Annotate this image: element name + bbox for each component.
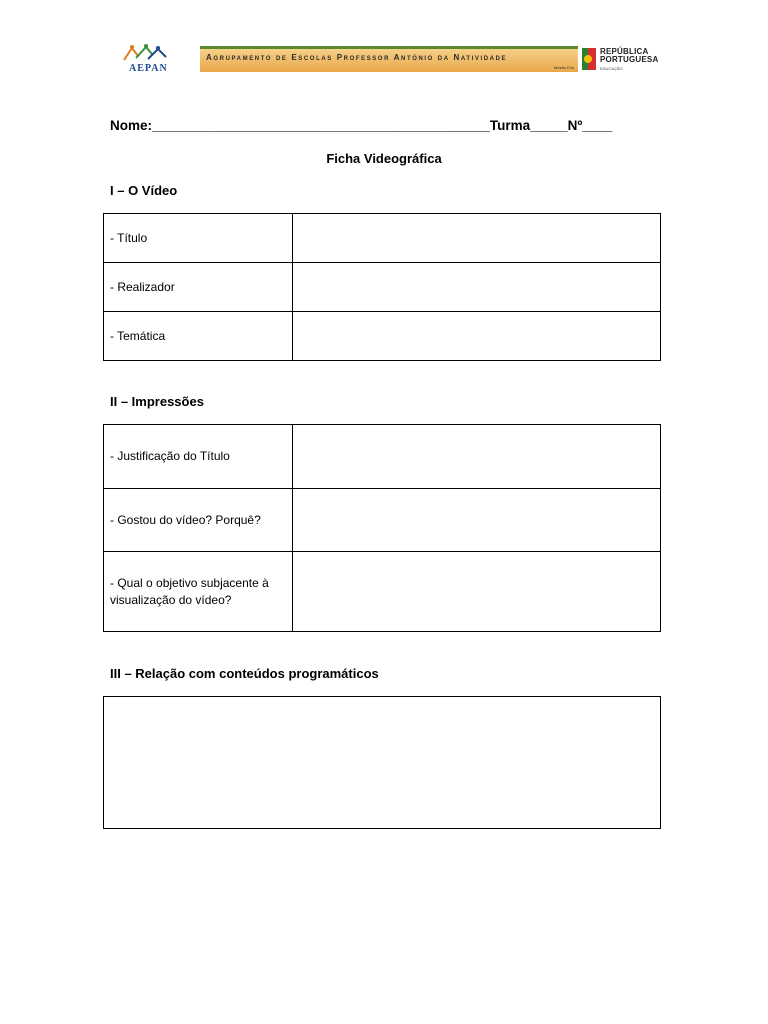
section-3-heading: III – Relação com conteúdos programáticos — [110, 666, 379, 681]
row-label-objetivo: - Qual o objetivo subjacente à visualização do vídeo? — [104, 552, 293, 632]
answer-cell-objetivo[interactable] — [293, 552, 661, 632]
row-label-justificacao: - Justificação do Título — [104, 425, 293, 489]
aepan-logo — [118, 44, 192, 74]
row-label-tematica: - Temática — [104, 312, 293, 361]
table-row — [104, 489, 661, 552]
school-name-bar — [200, 46, 578, 72]
republica-portuguesa-logo — [582, 46, 658, 74]
school-subtext: Mesão Frio — [553, 65, 574, 70]
portuguesa-text: PORTUGUESA — [600, 55, 659, 64]
school-bar-stripe — [200, 46, 578, 49]
portuguese-flag-icon — [582, 48, 596, 70]
impressions-table — [103, 424, 661, 632]
answer-cell-titulo[interactable] — [293, 214, 661, 263]
table-row — [104, 425, 661, 489]
conteudos-answer-box[interactable] — [103, 696, 661, 829]
educacao-text: EDUCAÇÃO — [600, 66, 623, 71]
table-row — [104, 214, 661, 263]
video-info-table — [103, 213, 661, 361]
header-banner — [108, 44, 659, 74]
table-row — [104, 263, 661, 312]
section-1-heading: I – O Vídeo — [110, 183, 178, 198]
answer-cell-realizador[interactable] — [293, 263, 661, 312]
row-label-titulo: - Título — [104, 214, 293, 263]
answer-cell-gostou[interactable] — [293, 489, 661, 552]
answer-cell-justificacao[interactable] — [293, 425, 661, 489]
row-label-gostou: - Gostou do vídeo? Porquê? — [104, 489, 293, 552]
school-name: Agrupamento de Escolas Professor António da Natividade — [206, 53, 508, 62]
aepan-figures-icon — [118, 44, 192, 64]
table-row — [104, 312, 661, 361]
republica-text: REPÚBLICA — [600, 47, 649, 56]
table-row — [104, 552, 661, 632]
aepan-logo-text: AEPAN — [129, 63, 168, 74]
answer-cell-tematica[interactable] — [293, 312, 661, 361]
form-title: Ficha Videográfica — [326, 151, 442, 166]
row-label-realizador: - Realizador — [104, 263, 293, 312]
student-info-line[interactable]: Nome:_____________________________________________Turma_____Nº____ — [110, 118, 613, 133]
section-2-heading: II – Impressões — [110, 394, 204, 409]
